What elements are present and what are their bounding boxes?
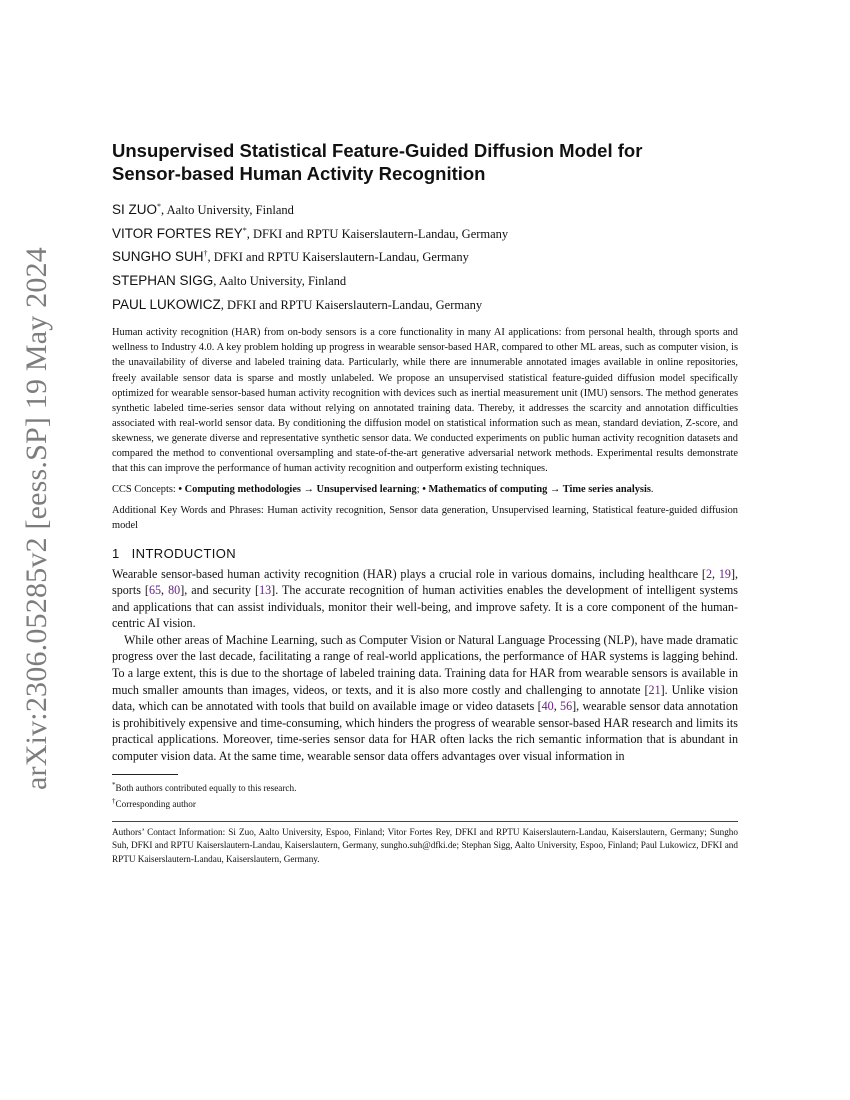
footnote-divider — [112, 774, 178, 775]
footnote — [112, 779, 738, 796]
text-run: , — [161, 583, 169, 598]
abstract: Human activity recognition (HAR) from on-body sensors is a core functionality in many AI applications: from personal health, through sports and wellness to Industry 4.0. A key problem holding up progress in wearable sensor-based HAR, compared to other ML areas, such as computer vision, is the unavailability of diverse and labeled training data. Particularly, while there are innumerable annotated images available in online repositories, freely available sensor data is sparse and mostly unlabeled. We propose an unsupervised statistical feature-guided diffusion model specifically optimized for wearable sensor-based human activity recognition with devices such as inertial measurement unit (IMU) sensors. The method generates synthetic labeled time-series sensor data without relying on annotated training data. Thereby, it addresses the scarcity and annotation difficulties associated with real-world sensor data. By conditioning the diffusion model on statistical information such as mean, standard deviation, Z-score, and skewness, we generate diverse and representative synthetic sensor data. We conducted experiments on public human activity recognition datasets and compared the method to conventional oversampling and state-of-the-art generative adversarial network methods. Experimental results demonstrate that this can improve the performance of human activity recognition and outperform existing techniques. — [112, 327, 738, 475]
citation-link[interactable]: 19 — [718, 566, 731, 581]
author-entry — [112, 197, 738, 221]
intro-paragraph-1 — [112, 566, 738, 632]
citation-link[interactable]: 40 — [541, 699, 554, 714]
author-entry — [112, 244, 738, 268]
author-name: PAUL LUKOWICZ — [112, 296, 221, 312]
citation-link[interactable]: 13 — [259, 583, 272, 598]
footnote-text: Both authors contributed equally to this research. — [115, 782, 297, 793]
contact-divider — [112, 821, 738, 822]
author-affiliation: , DFKI and RPTU Kaiserslautern-Landau, Germany — [246, 226, 509, 241]
author-mark: * — [242, 225, 247, 235]
footnote-mark: † — [112, 797, 116, 806]
author-affiliation: , DFKI and RPTU Kaiserslautern-Landau, Germany — [220, 297, 483, 312]
ccs-label: CCS Concepts: — [112, 484, 179, 496]
author-name: STEPHAN SIGG — [112, 273, 214, 289]
author-mark: † — [203, 249, 208, 259]
intro-paragraph-2 — [112, 632, 738, 765]
footnote-text: Corresponding author — [115, 799, 196, 810]
arxiv-identifier-stamp: arXiv:2306.05285v2 [eess.SP] 19 May 2024 — [20, 247, 53, 790]
citation-link[interactable]: 56 — [560, 699, 573, 714]
footnote — [112, 795, 738, 812]
text-run: ], wearable sensor data annotation is prohibitively expensive and time-consuming, which hinders the progress of wearable sensor-based HAR research and limits its practical applications. Moreover, time-series sensor data for HAR often lacks the rich semantic information that is abundant in computer vision data. At the same time, wearable sensor data offers advantages over visual information in — [112, 699, 739, 764]
author-entry — [112, 292, 738, 316]
author-name: SUNGHO SUH — [112, 249, 204, 265]
section-heading — [112, 546, 738, 561]
section-number: 1 — [112, 545, 120, 561]
text-run: ], sports [ — [112, 566, 738, 598]
author-affiliation: , Aalto University, Finland — [213, 274, 347, 289]
ccs-item: • Computing methodologies → Unsupervised learning — [178, 484, 417, 496]
paper-title-line-1: Unsupervised Statistical Feature-Guided Diffusion Model for — [112, 140, 643, 161]
author-list — [112, 197, 738, 315]
text-run: ]. Unlike vision data, which can be annotated with tools that build on available image or video datasets [ — [112, 682, 738, 714]
paper-title-line-2: Sensor-based Human Activity Recognition — [112, 162, 486, 184]
ccs-end: . — [650, 484, 654, 496]
author-name: SI ZUO — [112, 202, 158, 218]
ccs-concepts — [112, 482, 738, 497]
author-affiliation: , DFKI and RPTU Kaiserslautern-Landau, Germany — [207, 250, 469, 265]
citation-link[interactable]: 2 — [705, 566, 712, 581]
author-mark: * — [157, 202, 162, 211]
text-run: ], and security [ — [180, 583, 260, 598]
footnote-mark: * — [112, 780, 116, 789]
paper-page — [112, 140, 738, 867]
section-title: INTRODUCTION — [131, 545, 237, 561]
keywords: Additional Key Words and Phrases: Human activity recognition, Sensor data generation, Unsupervised learning, Statistical feature-guided diffusion model — [112, 505, 738, 532]
ccs-item: • Mathematics of computing → Time series analysis — [422, 484, 651, 496]
citation-link[interactable]: 80 — [168, 583, 181, 598]
author-entry — [112, 221, 738, 245]
citation-link[interactable]: 65 — [148, 583, 162, 598]
author-name: VITOR FORTES REY — [112, 225, 243, 241]
author-entry — [112, 268, 738, 292]
text-run: , — [553, 699, 561, 714]
citation-link[interactable]: 21 — [648, 682, 661, 697]
author-contact-info: Authors’ Contact Information: Si Zuo, Aalto University, Espoo, Finland; Vitor Fortes Rey, DFKI and RPTU Kaiserslautern-Landau, Kaiserslautern, Germany; Sungho Suh, DFKI and RPTU Kaiserslautern-Landau, Kaiserslautern, Germany, sungho.suh@dfki.de; Stephan Sigg, Aalto University, Espoo, Finland; Paul Lukowicz, DFKI and RPTU Kaiserslautern-Landau, Kaiserslautern, Germany. — [112, 826, 738, 864]
text-run: , — [711, 566, 719, 581]
text-run: Wearable sensor-based human activity recognition (HAR) plays a crucial role in various domains, including healthcare [ — [112, 566, 706, 581]
author-affiliation: , Aalto University, Finland — [161, 203, 294, 218]
text-run: While other areas of Machine Learning, such as Computer Vision or Natural Language Processing (NLP), have made dramatic progress over the last decade, facilitating a range of real-world applications, the performance of HAR systems is lagging behind. To a large extent, this is due to the shortage of labeled training data. Training data for HAR from wearable sensors is available in much smaller amounts than images, videos, or texts, and it is also more costly and challenging to annotate [ — [112, 632, 738, 697]
paper-title — [112, 140, 738, 185]
ccs-separator: ; — [416, 484, 423, 496]
text-run: ]. The accurate recognition of human activities enables the development of intelligent systems and applications that can assist individuals, monitor their well-being, and improve safety. It is a core component of the human-centric AI vision. — [112, 583, 738, 631]
